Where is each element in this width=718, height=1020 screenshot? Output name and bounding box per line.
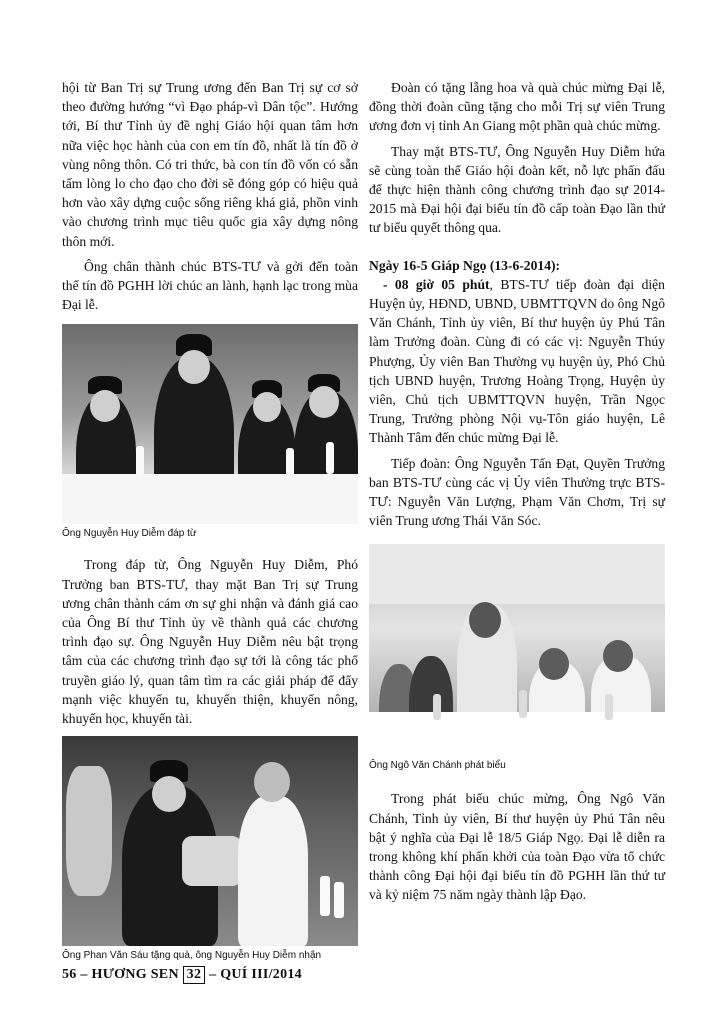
right-paragraph-3	[369, 275, 665, 448]
photo-nguyen-huy-diem-speech	[62, 324, 358, 524]
photo-1-caption: Ông Nguyễn Huy Diễm đáp từ	[62, 528, 197, 540]
photo-3-caption: Ông Ngô Văn Chánh phát biểu	[369, 760, 506, 772]
left-paragraph-1: hội từ Ban Trị sự Trung ương đến Ban Trị sự cơ sở theo đường hướng “vì Đạo pháp-vì Dân tộc”. Hướng tới, Bí thư Tỉnh ủy đề nghị Giáo hội quan tâm hơn nữa việc học hành của con em tín đồ, nhất là tín đồ ở vùng nông thôn. Có tri thức, bà con tín đồ vốn có sẵn tấm lòng lo cho đạo cho đời sẽ đóng góp có hiệu quả hơn vào xây dựng cuộc sống riêng khá giả, phồn vinh vào chương trình mục tiêu quốc gia xây dựng nông thôn mới.	[62, 80, 358, 249]
left-paragraph-2: Ông chân thành chúc BTS-TƯ và gởi đến toàn thể tín đồ PGHH lời chúc an lành, hạnh lạc trong mùa Đại lễ.	[62, 258, 358, 313]
time-label: - 08 giờ 05 phút	[383, 276, 490, 292]
photo-2-caption: Ông Phan Văn Sáu tặng quà, ông Nguyễn Huy Diễm nhận	[62, 950, 322, 962]
left-paragraph-3: Trong đáp từ, Ông Nguyễn Huy Diễm, Phó Trưởng ban BTS-TƯ, thay mặt Ban Trị sự Trung ương chân thành cám ơn sự ghi nhận và đánh giá cao của Ông Bí thư Tỉnh ủy về thành quả các chương trình đạo sự. Ông Nguyễn Huy Diễm nêu bật trọng tâm của các chương trình đạo sự tới là công tác phổ truyền giáo lý, quan tâm tìm ra các giải pháp để đẩy mạnh việc khuyến tu, khuyến thiện, khuyến nông, khuyến học, khuyến tài.	[62, 557, 358, 727]
issue-number: 32	[183, 966, 206, 984]
right-column	[369, 78, 665, 905]
photo-gift-exchange	[62, 736, 358, 946]
footer-prefix: 56 – HƯƠNG SEN	[62, 967, 179, 982]
footer-suffix: – QUÍ III/2014	[209, 967, 302, 982]
left-column	[62, 78, 358, 961]
right-paragraph-2: Thay mặt BTS-TƯ, Ông Nguyễn Huy Diễm hứa sẽ cùng toàn thể Giáo hội đoàn kết, nỗ lực phấn đấu để thực hiện thành công chương trình đạo sự 2014-2015 mà Đại hội đại biểu tín đồ cấp toàn Đạo lần thứ tư biểu quyết thông qua.	[369, 143, 665, 236]
page-footer	[62, 966, 302, 984]
right-paragraph-3-text: , BTS-TƯ tiếp đoàn đại diện Huyện ủy, HĐND, UBND, UBMTTQVN do ông Ngô Văn Chánh, Tỉnh ủy viên, Bí thư huyện ủy Phú Tân làm Trưởng đoàn. Cùng đi có các vị: Nguyễn Thúy Phượng, Ủy viên Ban Thường vụ huyện ủy, Phó Chủ tịch UBND huyện, Trương Hoàng Trọng, Huyện ủy viên, Chủ tịch UBMTTQVN huyện, Trần Ngọc Trung, Trưởng phòng Nội vụ-Tôn giáo huyện, Lê Thành Tâm đến chúc mừng Đại lễ.	[369, 276, 665, 446]
right-paragraph-5: Trong phát biểu chúc mừng, Ông Ngô Văn Chánh, Tỉnh ủy viên, Bí thư huyện ủy Phú Tân nêu bật ý nghĩa của Đại lễ 18/5 Giáp Ngọ. Đại lễ diễn ra trong không khí phấn khởi của toàn Đạo vừa tổ chức thành công Đại hội đại biểu tín đồ PGHH lần thứ tư và kỷ niệm 75 năm ngày thành lập Đạo.	[369, 791, 665, 903]
date-heading: Ngày 16-5 Giáp Ngọ (13-6-2014):	[369, 257, 561, 273]
right-paragraph-1: Đoàn có tặng lẵng hoa và quà chúc mừng Đại lễ, đồng thời đoàn cũng tặng cho mỗi Trị sự viên Trung ương đơn vị tỉnh An Giang một phần quà chúc mừng.	[369, 80, 665, 134]
right-paragraph-4: Tiếp đoàn: Ông Nguyễn Tấn Đạt, Quyền Trưởng ban BTS-TƯ cùng các vị Ủy viên Thường trực BTS-TƯ: Nguyễn Văn Lượng, Phạm Văn Chơm, Trị sự viên Trung ương Thái Văn Sóc.	[369, 455, 665, 529]
photo-ngo-van-chanh-speech	[369, 544, 665, 756]
